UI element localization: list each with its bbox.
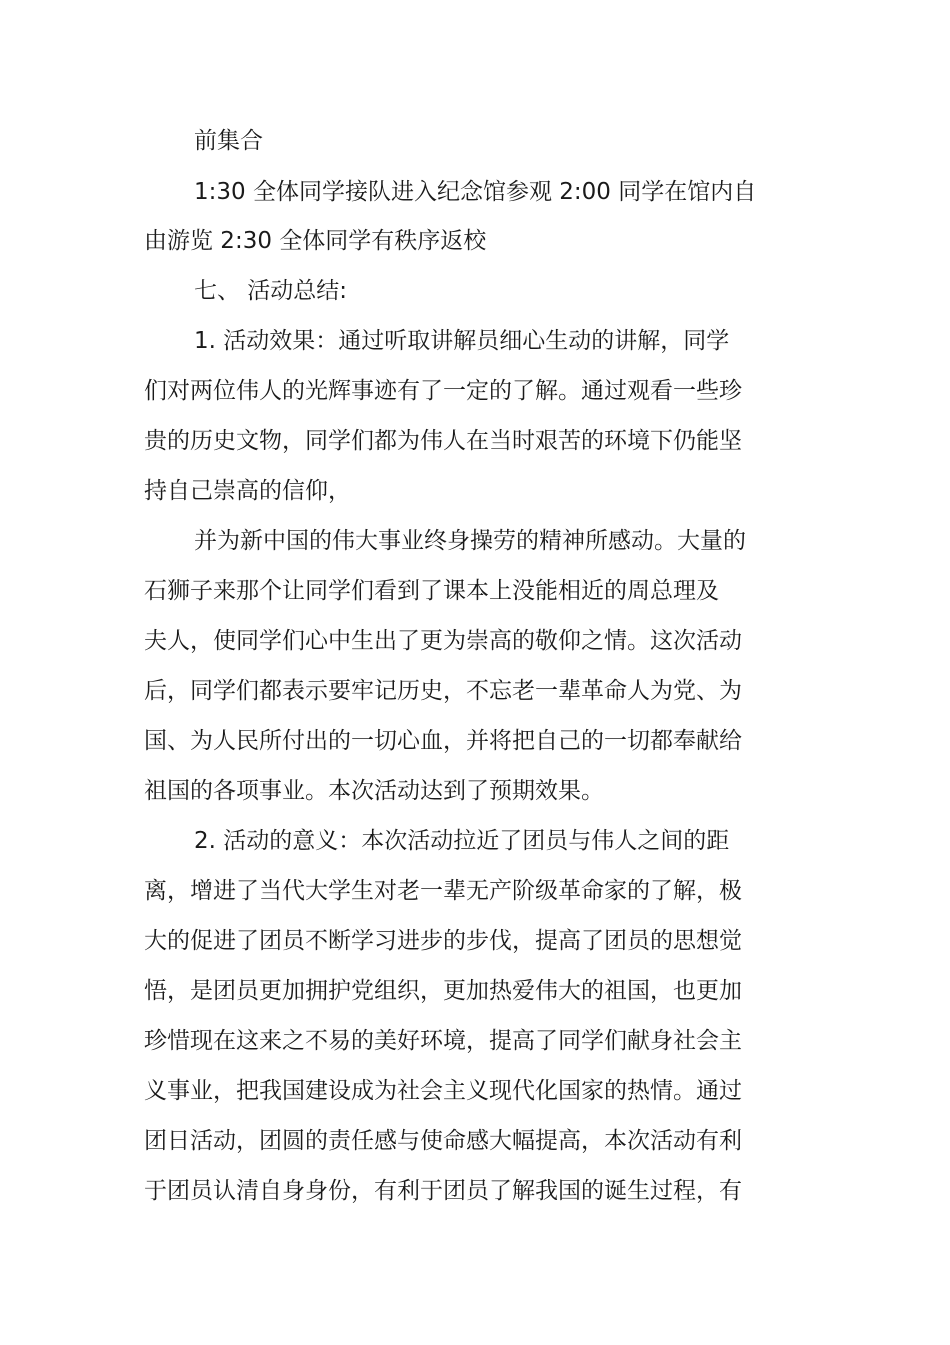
text-line: 贵的历史文物，同学们都为伟人在当时艰苦的环境下仍能坚: [144, 428, 742, 454]
text-line: 前集合: [194, 128, 263, 154]
text-line: 并为新中国的伟大事业终身操劳的精神所感动。大量的: [194, 528, 746, 554]
text-line: 悟，是团员更加拥护党组织，更加热爱伟大的祖国，也更加: [144, 978, 742, 1004]
text-line: 于团员认清自身身份，有利于团员了解我国的诞生过程，有: [144, 1178, 742, 1204]
text-line: 团日活动，团圆的责任感与使命感大幅提高，本次活动有利: [144, 1128, 742, 1154]
section-heading: 七、 活动总结:: [194, 278, 348, 304]
text-line: 后，同学们都表示要牢记历史，不忘老一辈革命人为党、为: [144, 678, 742, 704]
text-line: 1:30 全体同学接队进入纪念馆参观 2:00 同学在馆内自: [194, 179, 757, 205]
text-line: 1. 活动效果：通过听取讲解员细心生动的讲解，同学: [194, 328, 730, 354]
text-line: 们对两位伟人的光辉事迹有了一定的了解。通过观看一些珍: [144, 378, 742, 404]
text-line: 2. 活动的意义：本次活动拉近了团员与伟人之间的距: [194, 828, 730, 854]
text-line: 珍惜现在这来之不易的美好环境，提高了同学们献身社会主: [144, 1028, 742, 1054]
text-line: 离，增进了当代大学生对老一辈无产阶级革命家的了解，极: [144, 878, 742, 904]
text-line: 祖国的各项事业。本次活动达到了预期效果。: [144, 778, 604, 804]
text-line: 持自己崇高的信仰，: [144, 478, 351, 504]
text-line: 大的促进了团员不断学习进步的步伐，提高了团员的思想觉: [144, 928, 742, 954]
text-line: 义事业，把我国建设成为社会主义现代化国家的热情。通过: [144, 1078, 742, 1104]
text-line: 夫人，使同学们心中生出了更为崇高的敬仰之情。这次活动: [144, 628, 742, 654]
text-line: 由游览 2:30 全体同学有秩序返校: [144, 228, 487, 254]
text-line: 石狮子来那个让同学们看到了课本上没能相近的周总理及: [144, 578, 719, 604]
text-line: 国、为人民所付出的一切心血，并将把自己的一切都奉献给: [144, 728, 742, 754]
